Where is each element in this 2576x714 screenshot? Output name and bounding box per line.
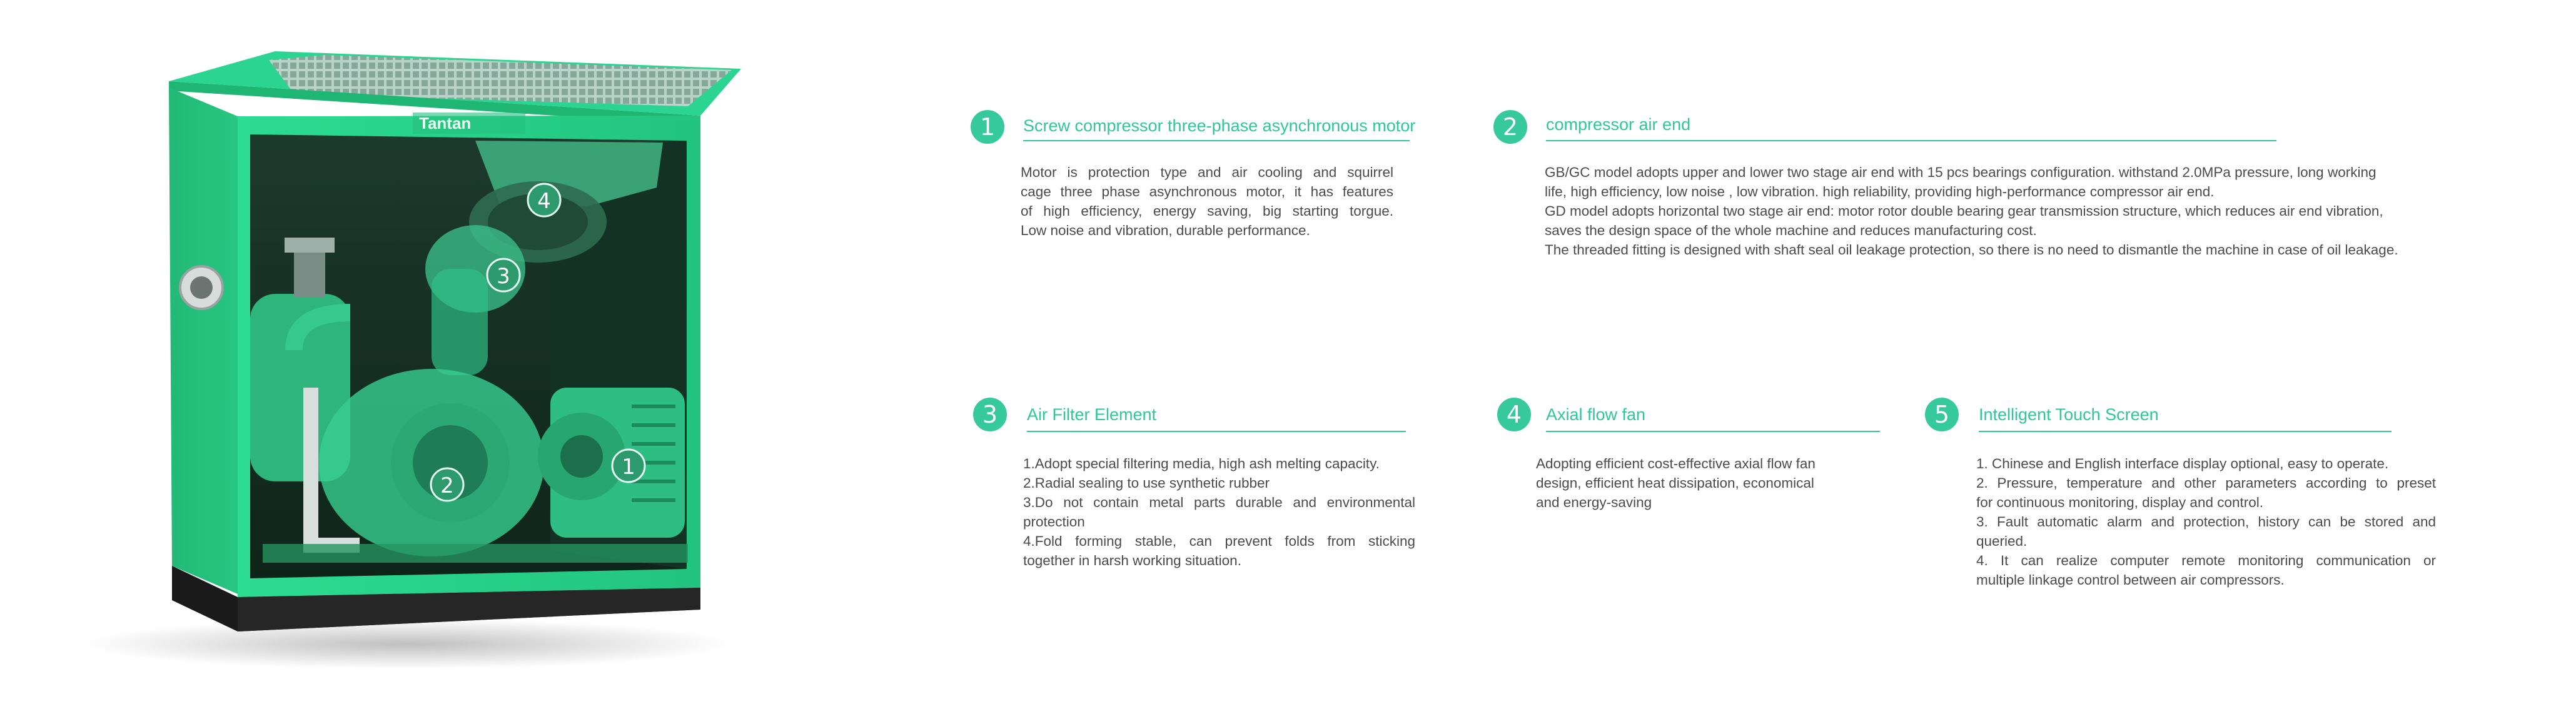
feature-2-line: saves the design space of the whole machine and reduces manufacturing cost. bbox=[1545, 223, 2037, 238]
feature-1-line: Low noise and vibration, durable performance. bbox=[1021, 223, 1310, 238]
feature-1-number-badge: 1 bbox=[971, 110, 1004, 144]
marker-3 bbox=[487, 259, 520, 291]
feature-1-underline bbox=[1023, 140, 1410, 141]
svg-text:3: 3 bbox=[497, 264, 510, 289]
feature-3-description bbox=[1023, 454, 1415, 570]
feature-4-line: design, efficient heat dissipation, economical bbox=[1536, 475, 1814, 491]
feature-5-line: 1. Chinese and English interface display optional, easy to operate. bbox=[1976, 456, 2389, 471]
feature-2-line: life, high efficiency, low noise , low vibration. high reliability, providing high-performance compressor air end. bbox=[1545, 184, 2215, 199]
marker-1 bbox=[612, 450, 645, 482]
feature-3-line: protection bbox=[1023, 514, 1085, 530]
feature-5-line: multiple linkage control between air compressors. bbox=[1976, 572, 2285, 588]
feature-5-line: 3. Fault automatic alarm and protection, history can be stored and bbox=[1976, 514, 2436, 530]
svg-text:4: 4 bbox=[537, 189, 551, 214]
feature-1-title: Screw compressor three-phase asynchronous motor bbox=[1023, 116, 1416, 135]
feature-1-line: cage three phase asynchronous motor, it has features bbox=[1021, 184, 1393, 199]
feature-5-title: Intelligent Touch Screen bbox=[1979, 405, 2159, 424]
feature-2-line: GB/GC model adopts upper and lower two stage air end with 15 pcs bearings configuration. withstand 2.0MPa pressure, long working bbox=[1545, 164, 2376, 180]
feature-2-line: GD model adopts horizontal two stage air end: motor rotor double bearing gear transmission structure, which reduces air end vibration, bbox=[1545, 203, 2383, 219]
feature-5-line: for continuous monitoring, display and control. bbox=[1976, 495, 2264, 510]
svg-text:2: 2 bbox=[440, 473, 454, 498]
feature-3-line: together in harsh working situation. bbox=[1023, 553, 1241, 568]
feature-2-title: compressor air end bbox=[1546, 115, 1691, 134]
feature-5-line: 2. Pressure, temperature and other parameters according to preset bbox=[1976, 475, 2436, 491]
marker-2 bbox=[431, 468, 463, 501]
feature-3-line: 3.Do not contain metal parts durable and environmental bbox=[1023, 495, 1415, 510]
feature-1-description bbox=[1021, 163, 1393, 240]
feature-2-underline bbox=[1546, 140, 2276, 141]
feature-4-line: and energy-saving bbox=[1536, 495, 1652, 510]
marker-4 bbox=[528, 184, 560, 216]
feature-4-number-badge: 4 bbox=[1497, 398, 1531, 431]
feature-4-description bbox=[1536, 454, 1874, 512]
feature-5-description bbox=[1976, 454, 2436, 590]
feature-5-line: 4. It can realize computer remote monitoring communication or bbox=[1976, 553, 2436, 568]
feature-2-description bbox=[1545, 163, 2495, 259]
svg-text:1: 1 bbox=[622, 455, 635, 480]
feature-3-title: Air Filter Element bbox=[1027, 405, 1157, 424]
feature-5-underline bbox=[1979, 431, 2392, 432]
feature-2-line: The threaded fitting is designed with shaft seal oil leakage protection, so there is no need to dismantle the machine in case of oil leakage. bbox=[1545, 242, 2398, 258]
feature-3-line: 4.Fold forming stable, can prevent folds from sticking bbox=[1023, 533, 1415, 549]
feature-1-line: of high efficiency, energy saving, big starting torgue. bbox=[1021, 203, 1393, 219]
feature-1-line: Motor is protection type and air cooling and squirrel bbox=[1021, 164, 1393, 180]
feature-3-underline bbox=[1027, 431, 1406, 432]
air-compressor-illustration bbox=[0, 0, 750, 714]
feature-4-underline bbox=[1546, 431, 1880, 432]
feature-3-line: 2.Radial sealing to use synthetic rubber bbox=[1023, 475, 1270, 491]
feature-2-number-badge: 2 bbox=[1493, 110, 1527, 144]
feature-4-title: Axial flow fan bbox=[1546, 405, 1646, 424]
feature-5-line: queried. bbox=[1976, 533, 2028, 549]
brand-logo: Tantan bbox=[419, 114, 472, 133]
feature-5-number-badge: 5 bbox=[1925, 398, 1959, 431]
feature-3-line: 1.Adopt special filtering media, high ash melting capacity. bbox=[1023, 456, 1380, 471]
feature-3-number-badge: 3 bbox=[973, 398, 1007, 431]
feature-4-line: Adopting efficient cost-effective axial flow fan bbox=[1536, 456, 1816, 471]
